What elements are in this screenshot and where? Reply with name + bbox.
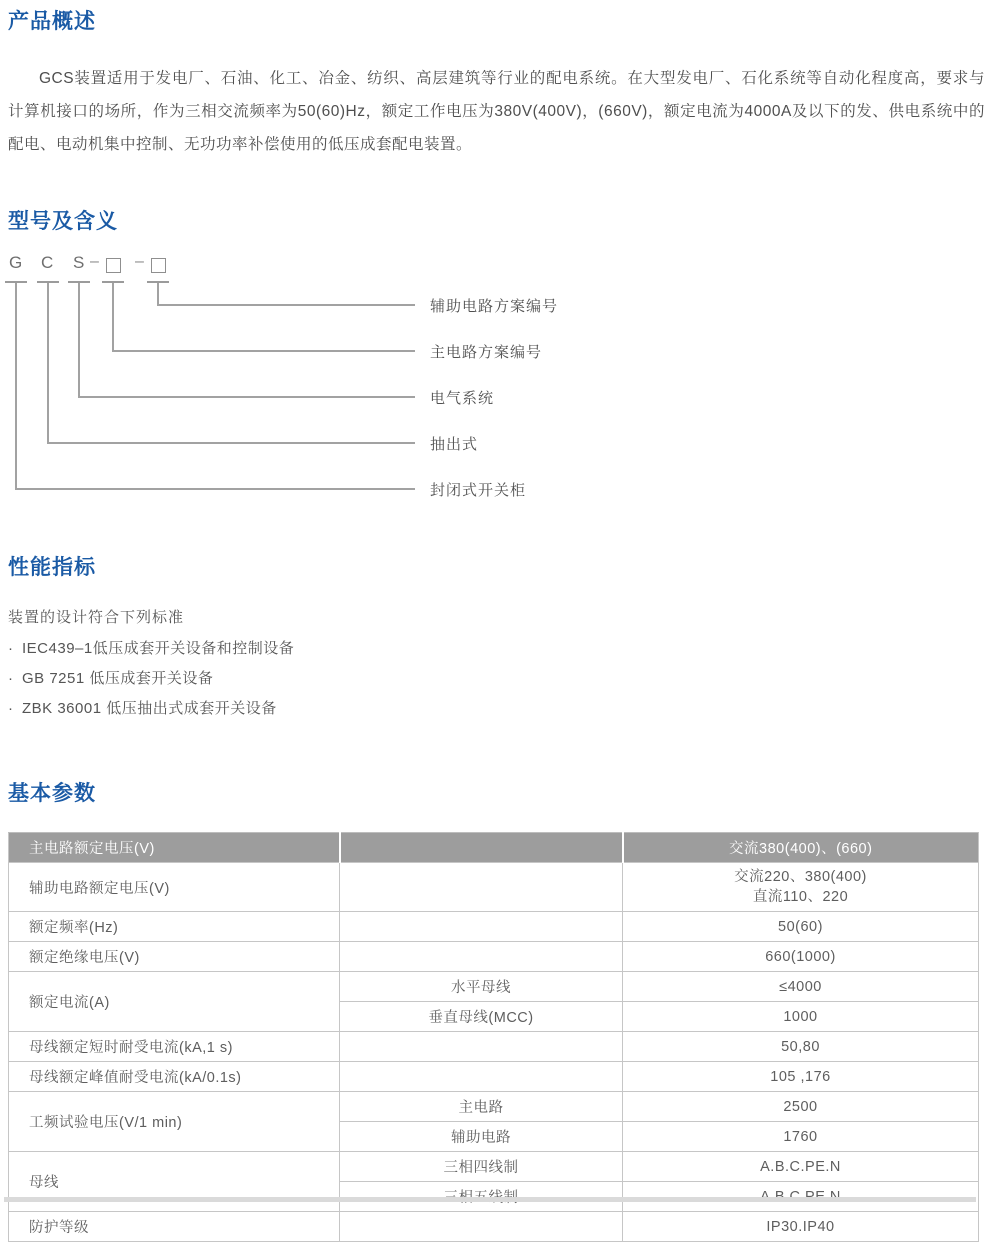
- param-sub-label: 水平母线: [340, 972, 623, 1002]
- standard-item-text: ZBK 36001 低压抽出式成套开关设备: [22, 700, 277, 717]
- model-label-withdrawable: 抽出式: [430, 436, 479, 453]
- param-value: 1000: [623, 1002, 979, 1032]
- param-sub-label: 垂直母线(MCC): [340, 1002, 623, 1032]
- header-mid-cell: [340, 833, 623, 863]
- model-placeholder-box-icon: [151, 258, 166, 273]
- param-name: 母线: [9, 1152, 340, 1212]
- table-row: [9, 942, 979, 972]
- param-sub-label: 三相四线制: [340, 1152, 623, 1182]
- param-value: A.B.C.PE.N: [623, 1152, 979, 1182]
- model-dash: –: [90, 253, 99, 270]
- parameters-table: [8, 832, 979, 1242]
- standard-item: [8, 667, 213, 688]
- model-label-main-scheme: 主电路方案编号: [430, 344, 543, 361]
- param-name: 额定绝缘电压(V): [9, 942, 340, 972]
- param-mid: [340, 1062, 623, 1092]
- param-value: IP30.IP40: [623, 1212, 979, 1242]
- connector-horizontal: [78, 396, 415, 398]
- table-row: [9, 912, 979, 942]
- table-row: [9, 1092, 979, 1122]
- model-label-aux-scheme: 辅助电路方案编号: [430, 298, 559, 315]
- section-title-parameters: 基本参数: [8, 782, 96, 805]
- connector-vertical: [78, 283, 80, 397]
- param-sub-label: 辅助电路: [340, 1122, 623, 1152]
- param-mid: [340, 912, 623, 942]
- param-value: 105 ,176: [623, 1062, 979, 1092]
- connector-horizontal: [47, 442, 415, 444]
- param-value: ≤4000: [623, 972, 979, 1002]
- model-letter-g: G: [9, 253, 23, 272]
- connector-horizontal: [15, 488, 415, 490]
- model-dash: –: [135, 253, 144, 270]
- table-row: [9, 1152, 979, 1182]
- param-value: 660(1000): [623, 942, 979, 972]
- header-param-value: 交流380(400)、(660): [623, 833, 979, 863]
- param-name: 额定电流(A): [9, 972, 340, 1032]
- standard-item-text: GB 7251 低压成套开关设备: [22, 670, 214, 687]
- param-value-line: 交流220、380(400): [734, 869, 867, 885]
- bullet-icon: ·: [8, 700, 14, 717]
- model-letter-c: C: [41, 253, 54, 272]
- param-name: 母线额定短时耐受电流(kA,1 s): [9, 1032, 340, 1062]
- table-row: [9, 863, 979, 912]
- param-value: 1760: [623, 1122, 979, 1152]
- section-title-performance: 性能指标: [8, 556, 96, 579]
- connector-horizontal: [112, 350, 415, 352]
- model-letter-s: S: [73, 253, 85, 272]
- param-value-line: 直流110、220: [752, 889, 849, 905]
- bullet-icon: ·: [8, 670, 14, 687]
- connector-vertical: [157, 283, 159, 305]
- connector-vertical: [15, 283, 17, 489]
- table-row: [9, 1032, 979, 1062]
- table-row: [9, 972, 979, 1002]
- connector-vertical: [47, 283, 49, 443]
- standard-item-text: IEC439–1低压成套开关设备和控制设备: [22, 640, 295, 657]
- bullet-icon: ·: [8, 640, 14, 657]
- param-mid: [340, 1212, 623, 1242]
- standard-item: [8, 697, 277, 718]
- param-value: 2500: [623, 1092, 979, 1122]
- param-mid: [340, 942, 623, 972]
- table-header-row: [9, 833, 979, 863]
- param-value: 50(60): [623, 912, 979, 942]
- param-mid: [340, 1032, 623, 1062]
- overview-paragraph: GCS装置适用于发电厂、石油、化工、冶金、纺织、高层建筑等行业的配电系统。在大型发电厂、石化系统等自动化程度高，要求与计算机接口的场所，作为三相交流频率为50(60)Hz，额定工作电压为380V(400V)，(660V)，额定电流为4000A及以下的发、供电系统中的配电、电动机集中控制、无功功率补偿使用的低压成套配电装置。: [8, 69, 985, 153]
- table-row: [9, 1212, 979, 1242]
- table-row: [9, 1062, 979, 1092]
- model-label-enclosed-switchgear: 封闭式开关柜: [430, 482, 527, 499]
- model-label-electrical-system: 电气系统: [430, 390, 495, 407]
- param-name: 母线额定峰值耐受电流(kA/0.1s): [9, 1062, 340, 1092]
- param-mid: [340, 863, 623, 912]
- performance-intro: 装置的设计符合下列标准: [8, 609, 185, 626]
- param-value: [623, 863, 979, 912]
- param-sub-label: 主电路: [340, 1092, 623, 1122]
- section-title-overview: 产品概述: [8, 10, 96, 33]
- connector-horizontal: [157, 304, 415, 306]
- param-name: 辅助电路额定电压(V): [9, 863, 340, 912]
- standard-item: [8, 637, 294, 658]
- page-bottom-divider: [4, 1197, 976, 1202]
- param-name: 工频试验电压(V/1 min): [9, 1092, 340, 1152]
- param-value: 50,80: [623, 1032, 979, 1062]
- model-code-diagram: [0, 252, 985, 552]
- param-name: 防护等级: [9, 1212, 340, 1242]
- param-name: 额定频率(Hz): [9, 912, 340, 942]
- header-param-name: 主电路额定电压(V): [9, 833, 340, 863]
- model-placeholder-box-icon: [106, 258, 121, 273]
- connector-vertical: [112, 283, 114, 351]
- section-title-model: 型号及含义: [8, 210, 118, 233]
